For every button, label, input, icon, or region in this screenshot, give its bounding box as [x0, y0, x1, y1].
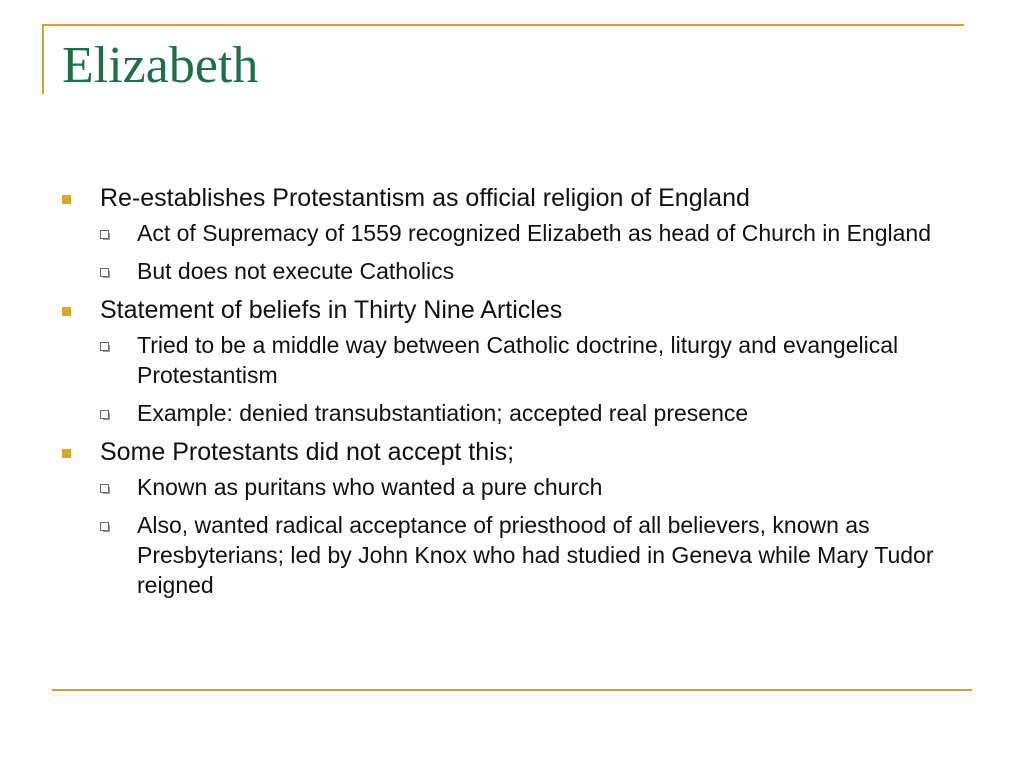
hollow-square-bullet-icon	[100, 410, 109, 419]
hollow-square-bullet-icon	[100, 522, 109, 531]
sub-bullet-item	[100, 256, 942, 286]
sub-bullet-list	[100, 330, 942, 428]
hollow-square-bullet-icon	[100, 230, 109, 239]
square-bullet-icon	[62, 449, 71, 458]
bullet-item	[62, 182, 942, 286]
square-bullet-icon	[62, 195, 71, 204]
bullet-text: Some Protestants did not accept this;	[100, 438, 515, 466]
title-frame-top-line	[42, 24, 964, 26]
bullet-text: Re-establishes Protestantism as official religion of England	[100, 184, 750, 212]
sub-bullet-list	[100, 472, 942, 600]
hollow-square-bullet-icon	[100, 342, 109, 351]
sub-bullet-item	[100, 510, 942, 600]
bullet-item	[62, 294, 942, 428]
footer-divider	[52, 689, 972, 691]
sub-bullet-item	[100, 472, 942, 502]
slide-title: Elizabeth	[62, 37, 259, 94]
sub-bullet-list	[100, 218, 942, 286]
bullet-list	[62, 182, 942, 600]
hollow-square-bullet-icon	[100, 268, 109, 277]
hollow-square-bullet-icon	[100, 484, 109, 493]
bullet-text: Statement of beliefs in Thirty Nine Articles	[100, 296, 563, 324]
sub-bullet-item	[100, 398, 942, 428]
sub-bullet-text: Known as puritans who wanted a pure church	[137, 474, 603, 500]
bullet-item	[62, 436, 942, 600]
sub-bullet-text: Example: denied transubstantiation; accepted real presence	[137, 400, 749, 426]
square-bullet-icon	[62, 307, 71, 316]
sub-bullet-item	[100, 218, 942, 248]
title-frame-left-line	[42, 24, 44, 94]
sub-bullet-text: Act of Supremacy of 1559 recognized Elizabeth as head of Church in England	[137, 220, 931, 246]
slide-body	[62, 182, 942, 608]
sub-bullet-text: But does not execute Catholics	[137, 258, 455, 284]
sub-bullet-text: Tried to be a middle way between Catholic doctrine, liturgy and evangelical Protestantism	[137, 332, 899, 388]
sub-bullet-item	[100, 330, 942, 390]
sub-bullet-text: Also, wanted radical acceptance of priesthood of all believers, known as Presbyterians; led by John Knox who had studied in Geneva while Mary Tudor reigned	[137, 512, 934, 598]
